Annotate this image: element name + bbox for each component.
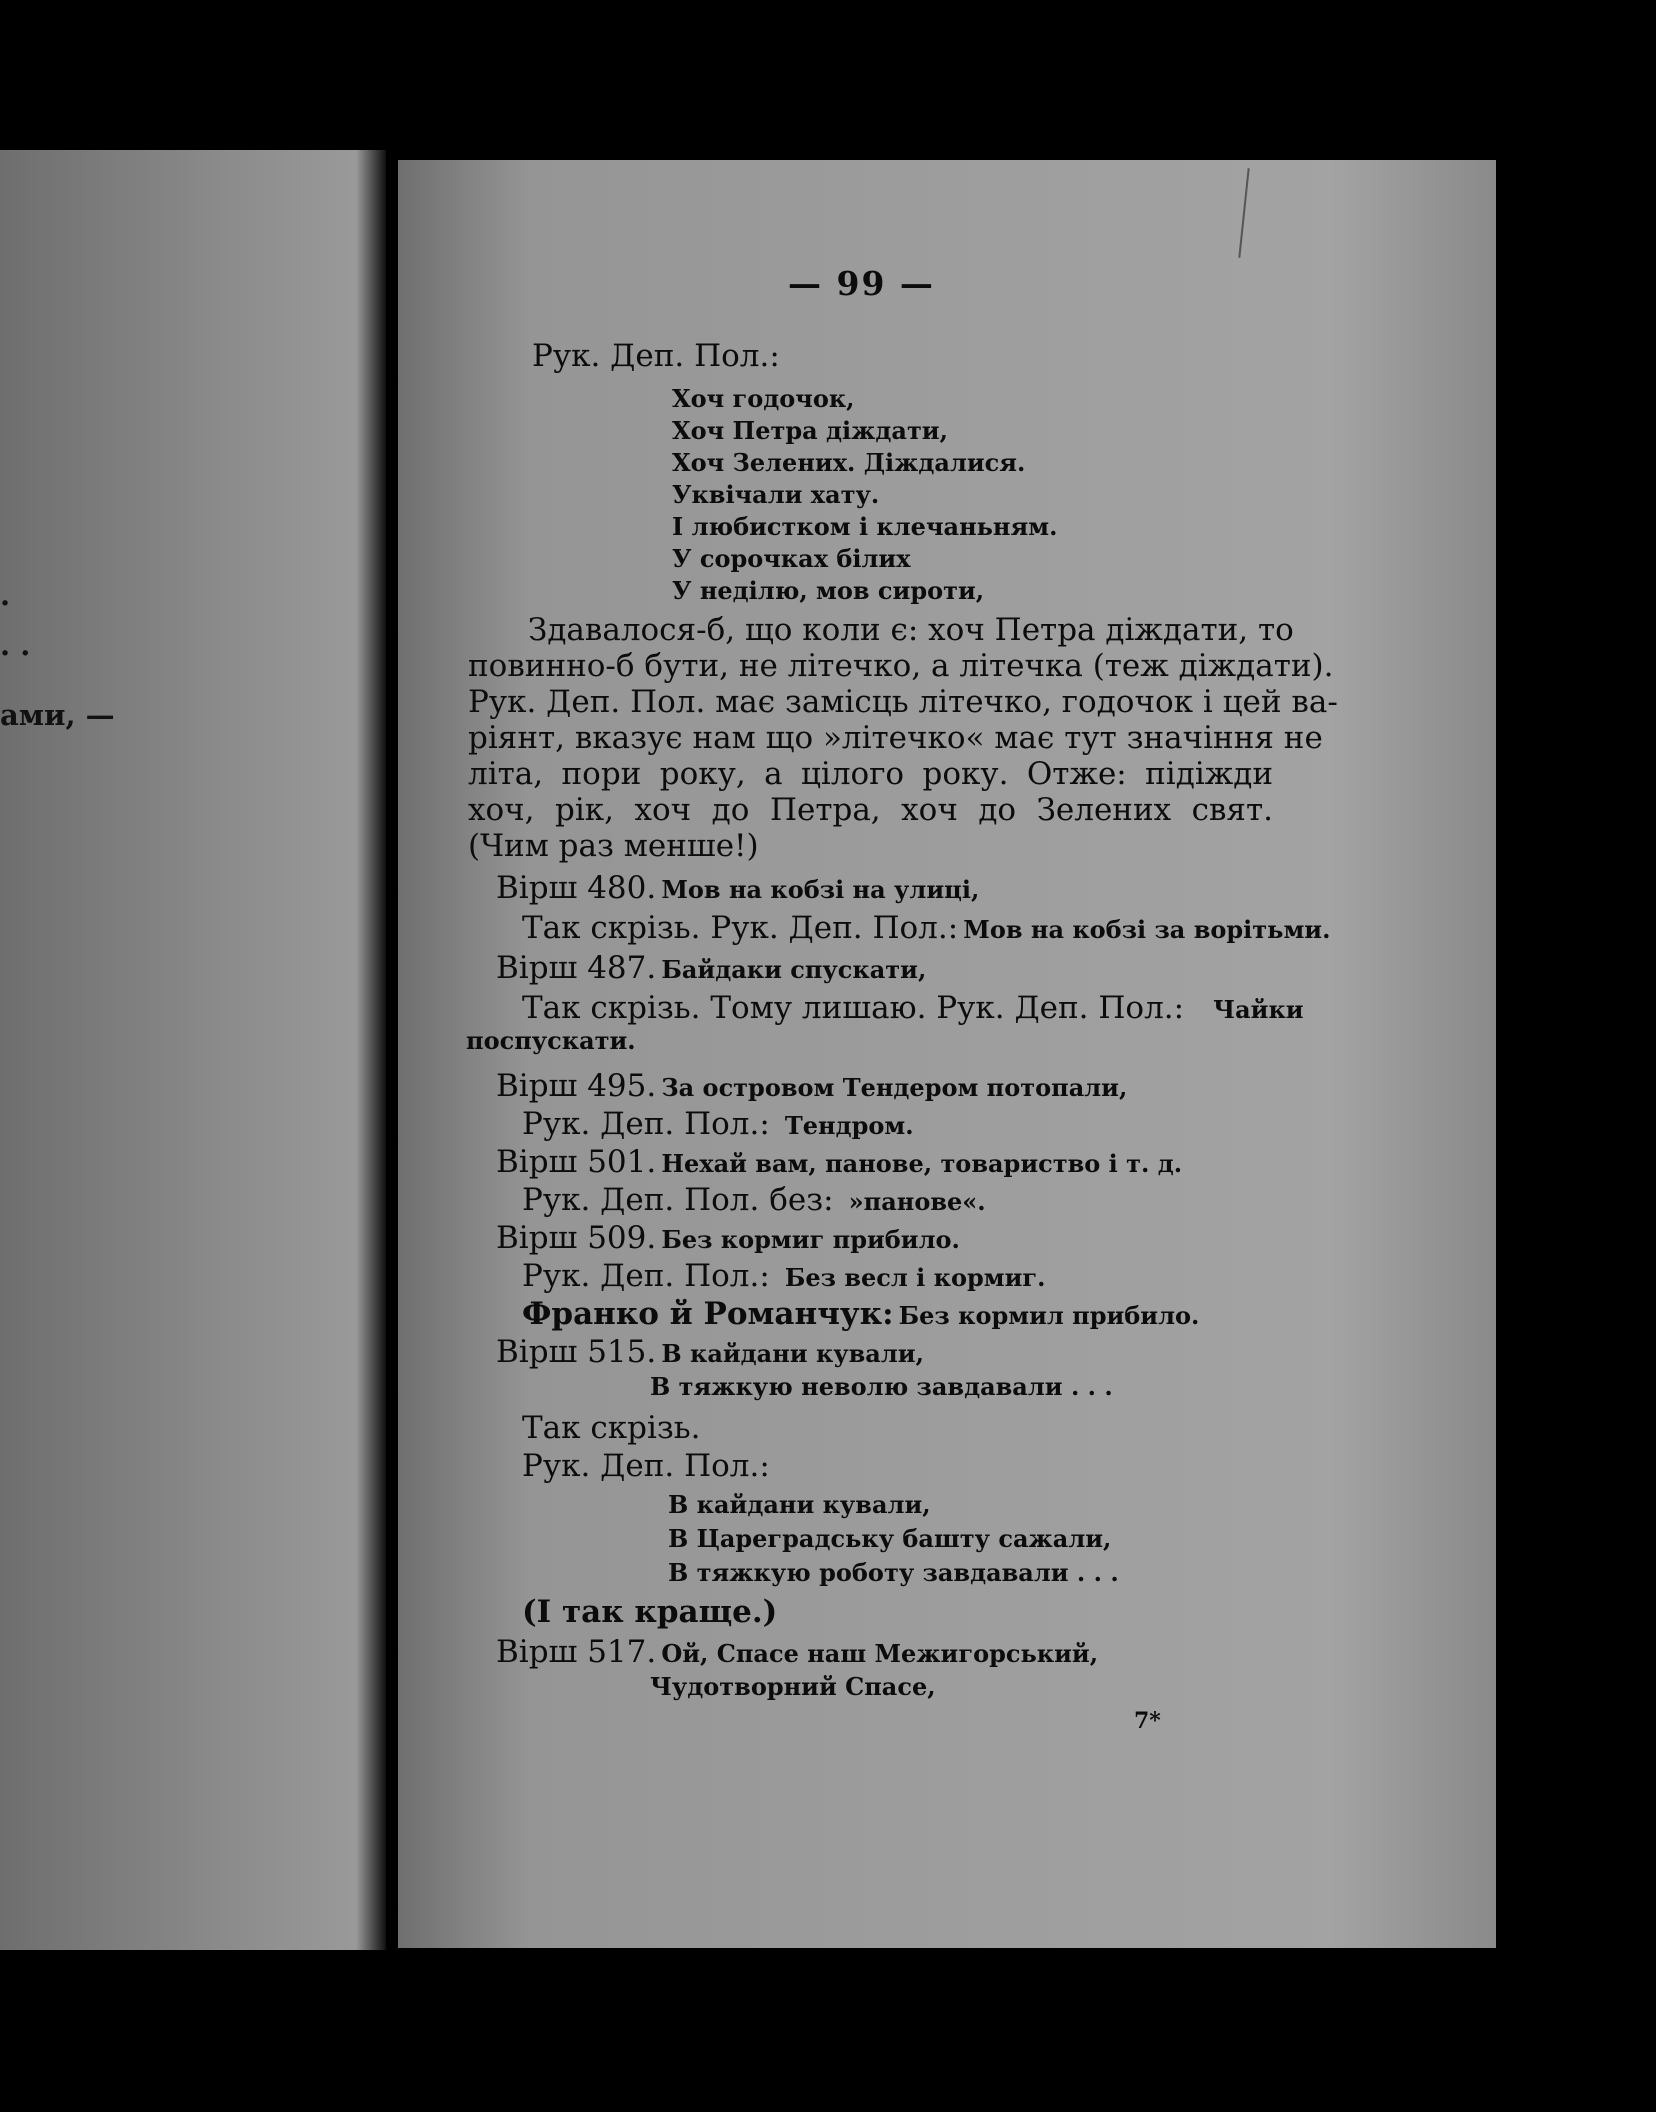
entry <box>496 1334 924 1370</box>
entry-text: Ой, Спасе наш Межигорський, <box>661 1639 1099 1668</box>
entry <box>522 1258 1045 1294</box>
verse-line: І любистком і клечаньням. <box>672 512 1058 541</box>
entry-label: Вірш 517. <box>496 1634 657 1670</box>
page-number: — 99 — <box>788 264 935 303</box>
entry-label: (І так краще.) <box>522 1594 778 1630</box>
entry-label: Вірш 487. <box>496 950 657 986</box>
verse-line: Уквічали хату. <box>672 480 880 509</box>
entry-text: Без весл і кормиг. <box>784 1263 1046 1292</box>
entry-text: »панове«. <box>848 1187 986 1216</box>
entry <box>496 1634 1098 1670</box>
entry-label: Рук. Деп. Пол. без: <box>522 1182 834 1218</box>
verse-line: Хоч годочок, <box>672 384 855 413</box>
entry-text: поспускати. <box>466 1026 636 1055</box>
entry <box>522 1182 986 1218</box>
paragraph-line: Здавалося-б, що коли є: хоч Петра діждати, то <box>528 612 1294 648</box>
entry-label: Вірш 480. <box>496 870 657 906</box>
entry <box>496 950 926 986</box>
paragraph-line: літа, пори року, а цілого року. Отже: підіжди <box>468 756 1273 792</box>
entry-text: Без кормиг прибило. <box>661 1225 960 1254</box>
paragraph-line: повинно-б бути, не літечко, а літечка (теж діждати). <box>468 648 1334 684</box>
book-gutter <box>356 150 386 1950</box>
entry <box>466 1026 636 1055</box>
entry <box>496 870 979 906</box>
paragraph-line: хоч, рік, хоч до Петра, хоч до Зелених свят. <box>468 792 1273 828</box>
verse-line: Хоч Петра діждати, <box>672 416 948 445</box>
entry-text: Тендром. <box>784 1111 914 1140</box>
entry-label: Так скрізь. Рук. Деп. Пол.: <box>522 910 959 946</box>
entry-text: В кайдани кували, <box>668 1490 931 1519</box>
entry-text: В тяжкую неволю завдавали . . . <box>650 1372 1113 1401</box>
entry-label: Рук. Деп. Пол.: <box>522 1258 770 1294</box>
scan-mark <box>1238 168 1249 258</box>
entry <box>522 1106 914 1142</box>
left-fragment-3: ами, — <box>0 698 115 732</box>
entry-text: Байдаки спускати, <box>661 955 927 984</box>
left-fragment-2: . . <box>0 628 31 662</box>
entry-text: В тяжкую роботу завдавали . . . <box>668 1558 1119 1587</box>
verse-line: У сорочках білих <box>672 544 911 573</box>
scanned-page <box>398 160 1496 1948</box>
entry <box>496 1144 1182 1180</box>
entry <box>522 910 1330 946</box>
entry <box>522 990 1304 1026</box>
entry-label: Так скрізь. <box>522 1410 701 1446</box>
entry-text: Нехай вам, панове, товариство і т. д. <box>661 1149 1183 1178</box>
left-page-edge <box>0 150 360 1950</box>
entry-label: Рук. Деп. Пол.: <box>522 1448 770 1484</box>
entry-text: В Цареградську башту сажали, <box>668 1524 1112 1553</box>
left-fragment-1: . <box>0 578 11 612</box>
entry-text: Мов на кобзі за ворітьми. <box>963 915 1331 944</box>
entry-text: Чудотворний Спасе, <box>650 1672 936 1701</box>
entry <box>496 1220 960 1256</box>
verse-line: У неділю, мов сироти, <box>672 576 985 605</box>
verse-line: Хоч Зелених. Діждалися. <box>672 448 1026 477</box>
paragraph-line: (Чим раз менше!) <box>468 828 759 864</box>
entry <box>496 1068 1127 1104</box>
entry <box>522 1296 1199 1332</box>
entry-text: Чайки <box>1213 995 1304 1024</box>
heading-line: Рук. Деп. Пол.: <box>532 338 780 374</box>
signature-mark: 7* <box>1134 1708 1161 1734</box>
entry-label: Франко й Романчук: <box>522 1296 894 1332</box>
entry-label: Вірш 515. <box>496 1334 657 1370</box>
entry-text: Мов на кобзі на улиці, <box>661 875 980 904</box>
paragraph-line: Рук. Деп. Пол. має замісць літечко, годочок і цей ва- <box>468 684 1338 720</box>
entry-label: Так скрізь. Тому лишаю. Рук. Деп. Пол.: <box>522 990 1185 1026</box>
entry-text: В кайдани кували, <box>661 1339 924 1368</box>
entry-label: Рук. Деп. Пол.: <box>522 1106 770 1142</box>
paragraph-line: ріянт, вказує нам що »літечко« має тут значіння не <box>468 720 1323 756</box>
entry-label: Вірш 495. <box>496 1068 657 1104</box>
entry-text: Без кормил прибило. <box>898 1301 1200 1330</box>
entry-text: За островом Тендером потопали, <box>661 1073 1128 1102</box>
entry-label: Вірш 509. <box>496 1220 657 1256</box>
entry-label: Вірш 501. <box>496 1144 657 1180</box>
